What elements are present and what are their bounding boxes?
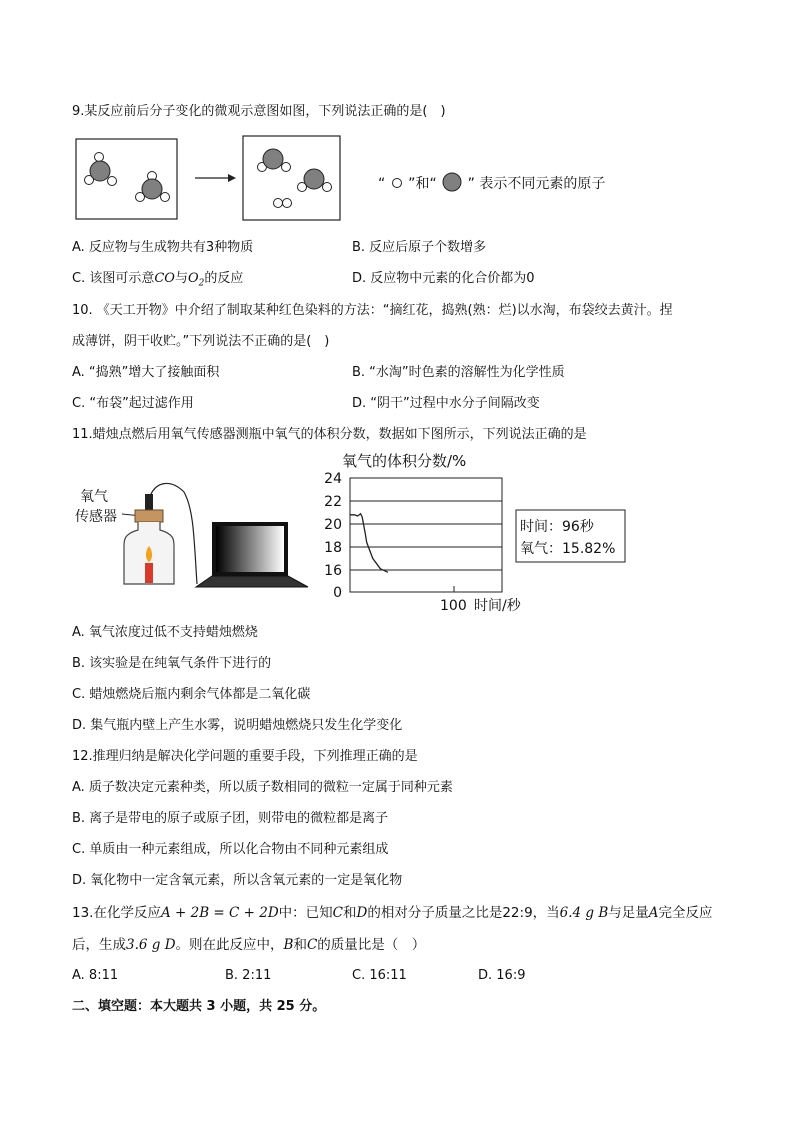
q9-stem: 9.某反应前后分子变化的微观示意图如图，下列说法正确的是( ) bbox=[72, 104, 446, 119]
y-tick-label: 24 bbox=[324, 471, 342, 487]
q11-option-c: C. 蜡烛燃烧后瓶内剩余气体都是二氧化碳 bbox=[72, 687, 311, 702]
q12-option-a: A. 质子数决定元素种类，所以质子数相同的微粒一定属于同种元素 bbox=[72, 780, 453, 795]
product-molecule bbox=[274, 199, 292, 208]
q10-option-d: D. “阴干”过程中水分子间隔改变 bbox=[352, 396, 540, 411]
oxygen-chart bbox=[320, 448, 640, 616]
q13-option-d: D. 16:9 bbox=[478, 968, 526, 983]
y-tick-label: 20 bbox=[324, 517, 342, 533]
plot-frame bbox=[350, 478, 502, 592]
y-tick-label: 0 bbox=[333, 585, 342, 601]
q13-option-b: B. 2:11 bbox=[225, 968, 272, 983]
q13-option-a: A. 8:11 bbox=[72, 968, 119, 983]
white-atom-icon bbox=[390, 176, 404, 190]
q9-option-d: D. 反应物中元素的化合价都为0 bbox=[352, 271, 535, 286]
q9-option-a: A. 反应物与生成物共有3种物质 bbox=[72, 240, 254, 255]
product-molecule bbox=[298, 169, 332, 192]
sensor-label-2: 传感器 bbox=[75, 509, 117, 525]
q10-stem-line1: 10. 《天工开物》中介绍了制取某种红色染料的方法：“摘红花，捣熟(熟：烂)以水淘，布袋绞去黄汁。捏 bbox=[72, 303, 673, 318]
q10-option-a: A. “捣熟”增大了接触面积 bbox=[72, 365, 220, 380]
product-box bbox=[243, 136, 340, 220]
q12-option-b: B. 离子是带电的原子或原子团，则带电的微粒都是离子 bbox=[72, 811, 389, 826]
chart-grid bbox=[350, 501, 502, 570]
x-tick-label: 100 bbox=[440, 598, 467, 614]
reaction-arrow bbox=[195, 174, 236, 182]
q9-diagram bbox=[72, 134, 372, 224]
q13-stem-line1: 13.在化学反应A + 2B = C + 2D中：已知C和D的相对分子质量之比是22:9，当6.4 g B与足量A完全反应 bbox=[72, 905, 713, 921]
sensor-label-1: 氧气 bbox=[80, 489, 108, 505]
q11-stem: 11.蜡烛点燃后用氧气传感器测瓶中氧气的体积分数，数据如下图所示，下列说法正确的是 bbox=[72, 427, 587, 442]
q12-stem: 12.推理归纳是解决化学问题的重要手段，下列推理正确的是 bbox=[72, 749, 418, 764]
annotation-oxygen: 氧气：15.82% bbox=[520, 541, 616, 557]
q12-option-d: D. 氧化物中一定含氧元素，所以含氧元素的一定是氧化物 bbox=[72, 873, 403, 888]
q11-option-a: A. 氧气浓度过低不支持蜡烛燃烧 bbox=[72, 625, 258, 640]
q9-option-b: B. 反应后原子个数增多 bbox=[352, 240, 487, 255]
y-tick-label: 16 bbox=[324, 563, 342, 579]
q9-legend: “ ”和“ ” 表示不同元素的原子 bbox=[378, 171, 605, 193]
candle bbox=[145, 563, 153, 583]
section-2-heading: 二、填空题：本大题共 3 小题，共 25 分。 bbox=[72, 999, 326, 1014]
laptop-computer bbox=[196, 522, 308, 587]
q9-option-c: C. 该图可示意CO与$O_2$的反应 bbox=[72, 271, 244, 289]
x-axis-label: 时间/秒 bbox=[474, 598, 521, 614]
reactant-molecule bbox=[136, 172, 170, 202]
stopper bbox=[135, 510, 163, 522]
q11-option-d: D. 集气瓶内壁上产生水雾，说明蜡烛燃烧只发生化学变化 bbox=[72, 718, 403, 733]
chart-title: 氧气的体积分数/% bbox=[342, 452, 467, 470]
q13-stem-line2: 后，生成3.6 g D。则在此反应中，B和C的质量比是（ ） bbox=[72, 937, 426, 953]
chart-annotation bbox=[516, 510, 625, 562]
y-tick-label: 18 bbox=[324, 540, 342, 556]
annotation-time: 时间：96秒 bbox=[520, 519, 594, 535]
q10-stem-line2: 成薄饼，阴干收贮。”下列说法不正确的是( ) bbox=[72, 334, 330, 349]
y-tick-labels bbox=[324, 471, 342, 601]
q10-option-b: B. “水淘”时色素的溶解性为化学性质 bbox=[352, 365, 565, 380]
y-tick-label: 22 bbox=[324, 494, 342, 510]
oxygen-series-line bbox=[350, 514, 388, 573]
q13-option-c: C. 16:11 bbox=[352, 968, 407, 983]
gray-atom-icon bbox=[441, 171, 463, 193]
product-molecule bbox=[258, 149, 291, 172]
reactant-molecule bbox=[85, 153, 117, 186]
apparatus-illustration bbox=[72, 480, 312, 594]
q12-option-c: C. 单质由一种元素组成，所以化合物由不同种元素组成 bbox=[72, 842, 389, 857]
q10-option-c: C. “布袋”起过滤作用 bbox=[72, 396, 194, 411]
q11-option-b: B. 该实验是在纯氧气条件下进行的 bbox=[72, 656, 272, 671]
